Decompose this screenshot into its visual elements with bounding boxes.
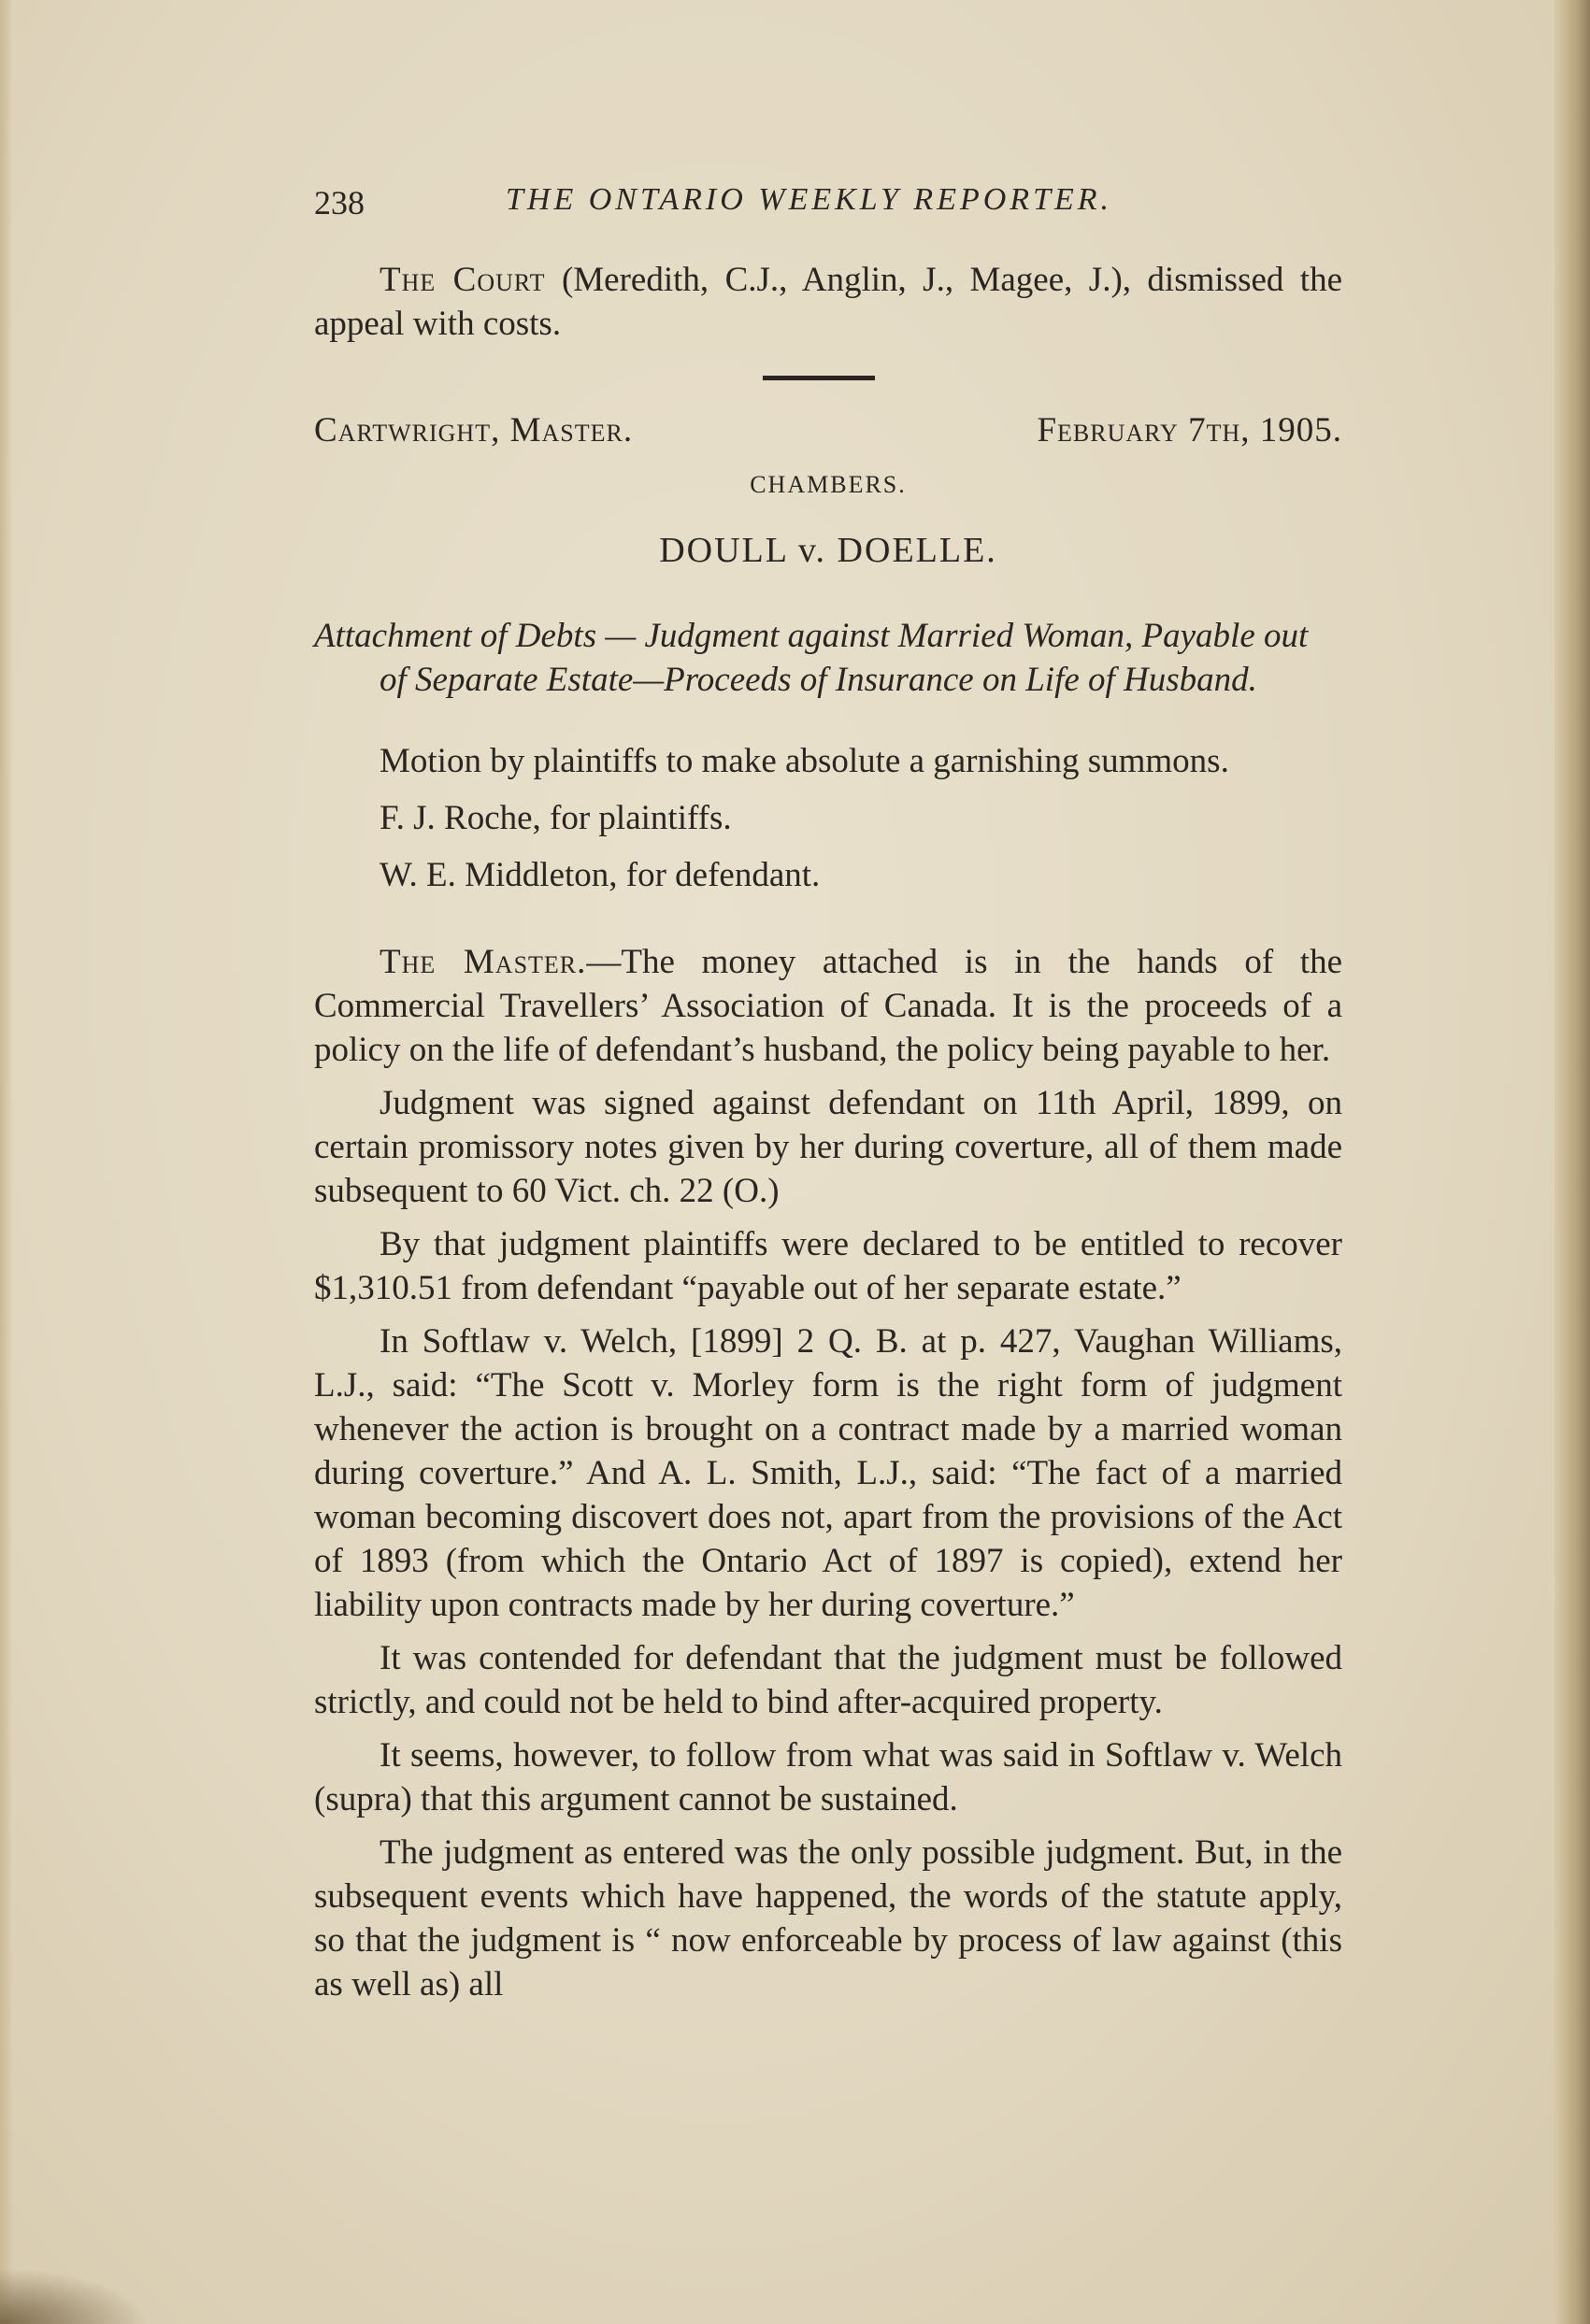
page-header — [314, 157, 1342, 221]
counsel-defendant: W. E. Middleton, for defendant. — [380, 856, 821, 894]
opinion-paragraph: It was contended for defendant that the judgment must be followed strictly, and could not be held to bind after-acquired property. — [314, 1639, 1342, 1721]
opinion-first-text: —The money attached is in the hands of the Commercial Travellers’ Association of Canada. It is the proceeds of a policy on the life of defendant’s husband, the policy being payable to her. — [314, 943, 1342, 1069]
speaker-label: The Master. — [380, 943, 587, 981]
court-label: The Court — [380, 261, 546, 299]
court-disposition — [314, 258, 1342, 346]
headnote: Attachment of Debts — Judgment against Married Woman, Payable out of Separate Estate—Proceeds of Insurance on Life of Husband. — [314, 617, 1309, 699]
page-corner-wear — [0, 2268, 150, 2324]
opinion-paragraph — [314, 940, 1342, 1072]
date-line: February 7th, 1905. — [1037, 411, 1342, 449]
dateline — [314, 408, 1342, 453]
running-title: THE ONTARIO WEEKLY REPORTER. — [506, 182, 1113, 217]
case-title: DOULL v. DOELLE. — [659, 531, 997, 570]
document-body — [314, 140, 1342, 2006]
spacer — [314, 897, 1342, 920]
judge-line: Cartwright, Master. — [314, 411, 634, 449]
counsel-plaintiffs: F. J. Roche, for plaintiffs. — [380, 799, 732, 837]
opinion-paragraph: By that judgment plaintiffs were declared to be entitled to recover $1,310.51 from defendant “payable out of her separate estate.” — [314, 1225, 1342, 1307]
section-divider — [763, 376, 875, 380]
opinion-paragraph: Judgment was signed against defendant on 11th April, 1899, on certain promissory notes given by her during coverture, all of them made subsequent to 60 Vict. ch. 22 (O.) — [314, 1084, 1342, 1210]
page-gutter-shadow — [1554, 0, 1590, 2324]
court-text: (Meredith, C.J., Anglin, J., Magee, J.), dismissed the appeal with costs. — [314, 261, 1342, 343]
opinion-paragraph: The judgment as entered was the only possible judgment. But, in the subsequent events which have happened, the words of the statute apply, so that the judgment is “ now enforceable by process of law against (this as well as) all — [314, 1833, 1342, 2003]
motion-paragraph: Motion by plaintiffs to make absolute a garnishing summons. — [380, 742, 1229, 780]
page-left-edge — [0, 0, 13, 2324]
page-number: 238 — [314, 184, 365, 221]
opinion-paragraph: It seems, however, to follow from what was said in Softlaw v. Welch (supra) that this argument cannot be sustained. — [314, 1736, 1342, 1818]
chambers-heading: CHAMBERS. — [750, 471, 907, 498]
opinion-paragraph: In Softlaw v. Welch, [1899] 2 Q. B. at p. 427, Vaughan Williams, L.J., said: “The Scott v. Morley form is the right form of judgment whenever the action is brought on a contract made by a married woman during coverture.” And A. L. Smith, L.J., said: “The fact of a married woman becoming discovert does not, apart from the provisions of the Act of 1893 (from which the Ontario Act of 1897 is copied), extend her liability upon contracts made by her during coverture.” — [314, 1322, 1342, 1624]
